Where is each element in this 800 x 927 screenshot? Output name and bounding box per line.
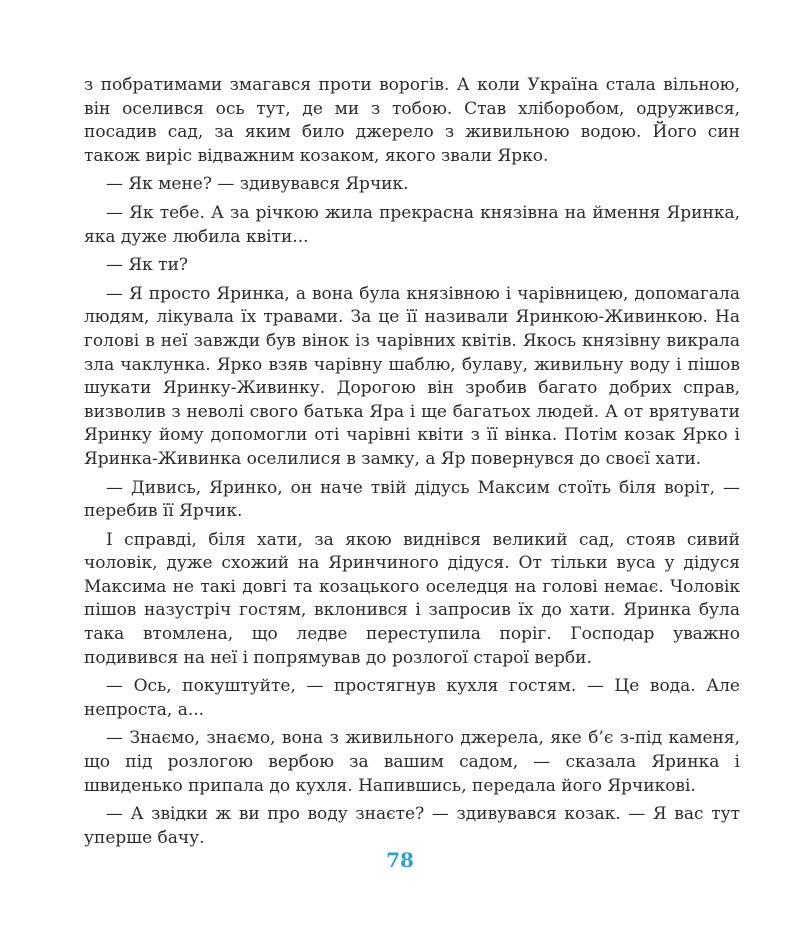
paragraph-8: — Ось, покуштуйте, — простягнув кухля гостям. — Це вода. Але непроста, а...: [84, 676, 740, 720]
paragraph-2: — Як мене? — здивувався Ярчик.: [106, 174, 409, 195]
paragraph-9: — Знаємо, знаємо, вона з живильного джерела, яке б’є з-під каменя, що під розлогою вербою за вашим садом, — сказала Яринка і швиденько припала до кухля. Напившись, передала його Ярчикові.: [84, 728, 740, 796]
page-number: 78: [386, 848, 414, 872]
paragraph-6: — Дивись, Яринко, он наче твій дідусь Максим стоїть біля воріт, — перебив її Ярчик.: [84, 477, 740, 522]
paragraph-10: — А звідки ж ви про воду знаєте? — здивувався козак. — Я вас тут уперше бачу.: [84, 804, 740, 848]
paragraph-3: — Як тебе. А за річкою жила прекрасна князівна на ймення Яринка, яка дуже любила квіти...: [84, 202, 740, 247]
paragraph-4: — Як ти?: [106, 255, 189, 276]
paragraph-1: з побратимами змагався проти ворогів. А коли Україна стала вільною, він оселився ось тут, де ми з тобою. Став хліборобом, одружився, посадив сад, за яким било джерело з живильною водою. Його син також виріс відважним козаком, якого звали Ярко.: [84, 75, 740, 166]
paragraph-5: — Я просто Яринка, а вона була князівною і чарівницею, допомагала людям, лікувала їх травами. За це її називали Яринкою-Живинкою. На голові в неї завжди був вінок із чарівних квітів. Якось князівну викрала зла чаклунка. Ярко взяв чарівну шаблю, булаву, живильну воду і пішов шукати Яринку-Живинку. Дорогою він зробив багато добрих справ, визволив з неволі свого батька Яра і ще багатьох людей. А от врятувати Яринку йому допомогли оті чарівні квіти з її вінка. Потім козак Ярко і Яринка-Живинка оселилися в замку, а Яр повернувся до своєї хати.: [84, 283, 740, 469]
page-body: [84, 74, 740, 855]
paragraph-7: І справді, біля хати, за якою виднівся великий сад, стояв сивий чоловік, дуже схожий на Яринчиного дідуся. От тільки вуса у дідуся Максима не такі довгі та козацького оселедця на голові немає. Чоловік пішов назустріч гостям, вклонився і запросив їх до хати. Яринка була така втомлена, що ледве переступила поріг. Господар уважно подивився на неї і попрямував до розлогої старої верби.: [84, 529, 740, 668]
